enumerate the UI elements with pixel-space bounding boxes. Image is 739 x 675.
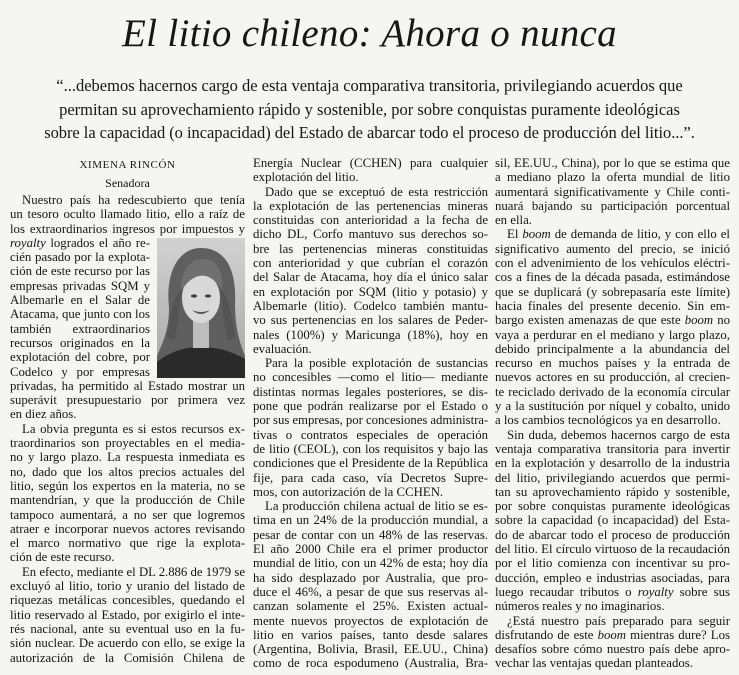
text-line: Nuestro país ha redescubierto que tenía [22,193,245,207]
column-2 [253,155,488,671]
paragraph [495,156,730,227]
text-line [495,313,730,327]
text-line: cos a fines de la década pasada, estimándose [495,270,730,285]
text-line: atraer e incorporar nuevos actores revisando [10,521,245,536]
text-line: mente nuevos proyectos de explotación de [253,613,488,628]
text-line: en la explotación y desarrollo de la industria [495,456,730,471]
paragraph [253,156,488,185]
text-line: desafíos sobre cómo nuestro país debe apro- [495,642,730,657]
text-line: en diez años. [10,407,77,422]
text-line: del litio. El círculo virtuoso de la recaudación [495,542,730,557]
text-line: a mediano plazo la oferta mundial de litio [495,170,730,185]
text-line: por sobre conquistas puramente ideológicas [495,499,730,514]
text-line: tan su aprovechamiento rápido y sostenible, [495,484,730,499]
text-line: recursos originados en la [10,335,150,350]
text-segment: luego recaudar tributos o [495,584,638,599]
text-line: El año 2000 Chile era el primer productor [253,542,488,557]
text-line: ción de este recurso por las [10,264,150,279]
text-line: ¿Está nuestro país preparado para seguir [507,613,730,628]
author-name: XIMENA RINCÓN [79,159,176,171]
text-line: por sus empresas, por concesiones administra- [253,413,489,428]
text-segment: sobre sus [673,584,730,599]
author-role: Senadora [105,176,150,190]
text-segment: no [713,313,730,328]
text-line: duce el 46%, a pesar de que sus reservas al- [253,584,488,599]
text-line: evaluación. [253,341,312,356]
text-line: vo sus pertenencias en los salares de Peder- [253,313,488,328]
text-line: en ella. [495,213,532,228]
text-line: traordinarios son proyectables en el media- [10,436,245,451]
paragraph [495,428,730,614]
paragraph [253,185,488,357]
text-line: distintas normas legales posteriores, se dis- [253,384,488,399]
text-line: superávit presupuestario por primera vez [10,393,245,408]
text-line: privadas, ha permitido al Estado mostrar un [10,378,245,393]
paragraph [495,614,730,671]
text-line: sil, EE.UU., China), por lo que se estima que [495,156,730,170]
author-photo [157,238,245,378]
paragraph [495,227,730,427]
text-line: significativo aumento del precio, se inició [495,241,730,256]
text-line: litio, según los expertos en la materia, no se [10,478,245,493]
text-line: por el litio comienza con incentivar su pro- [495,556,730,571]
text-line: La producción chilena actual de litio se es- [265,499,488,514]
text-line: recurso en muchos países y la entrada de [495,356,730,371]
text-segment: bargo existen amenazas de que este [495,313,685,328]
text-line: como de roca espodumeno (Australia, Bra- [253,656,488,671]
text-line: ventaja comparativa transitoria para invertir [495,441,730,456]
text-segment: logrados el año re- [45,235,150,250]
text-line: mundial de litio, con un 42% de esta; hoy día [253,556,488,571]
text-line: el marco normativo que rige la explota- [10,536,245,551]
text-line: dicho DL, Corfo mantuvo sus derechos so- [253,227,488,242]
text-line: En efecto, mediante el DL 2.886 de 1979 se [22,564,245,579]
text-line: ción de este recurso. [10,550,115,565]
text-line: Atacama, que junto con los [10,307,150,322]
text-segment: de demanda de litio, y con ello el [550,227,730,242]
text-line: no concesibles —como el litio— mediante [253,370,488,385]
italic-term: royalty [637,584,674,599]
column-1 [10,155,245,671]
text-line: excluyó al litio, torio y uranio del listado de [10,579,245,594]
text-line: a los cambios tecnológicos ya en desarrollo. [495,413,721,428]
text-line: mantendrían, y que la producción de Chile [10,493,245,508]
pull-quote-line: sobre la capacidad (o incapacidad) del Estado de abarcar todo el proceso de producción del litio...”. [44,123,695,142]
text-line: tivas o contratos especiales de operación [253,427,488,442]
italic-term: boom [597,627,627,642]
text-line: nuevos actores en su producción, al crecien- [495,370,730,385]
text-segment: El [507,227,523,242]
paragraph [253,356,488,499]
text-line: cién pasado por la explota- [10,250,150,265]
italic-term: boom [684,313,714,328]
text-line: autorización de la Comisión Chilena de [10,650,245,665]
text-line: del Salar de Atacama, hoy día el único salar [253,270,488,285]
text-line: nuará bajando su participación porcentual [495,198,730,213]
text-line: Codelco y por empresas [10,364,150,379]
text-segment: disfrutando de este [495,627,598,642]
text-line: un tesoro oculto llamado litio, ello a raíz de [10,207,245,222]
text-line: vaya a perdurar en el mediano y largo plazo, [495,327,730,342]
text-line: explotación del litio. [253,170,359,185]
text-line: sión nuclear. De acuerdo con ello, se exige la [10,636,245,651]
text-line: del litio, privilegiando acuerdos que permi- [495,470,730,485]
text-line: riquezas metálicas concesibles, quedando el [10,593,245,608]
text-line: Sin duda, debemos hacernos cargo de esta [507,427,730,442]
text-line [495,628,730,642]
pull-quote-line: permitan su aprovechamiento rápido y sostenible, por sobre conquistas puramente ideológicas [59,99,680,119]
paragraph [10,422,245,565]
paragraph [10,565,245,665]
right-eye [205,294,211,297]
text-line: Dado que se exceptuó de esta restricción [265,184,488,199]
text-line: rés nacional, ante su eventual uso en la fu- [10,621,245,636]
text-line: de litio (CEOL), con los requisitos y bajo las [253,441,488,456]
text-line: la explotación de las pertenencias mineras [253,198,488,213]
text-line: explotación del cobre, por [10,350,150,365]
text-line [495,227,730,241]
text-segment: mientras dure? Los [626,627,731,642]
text-line: ducción, empleo e industrias asociadas, para [495,570,730,585]
text-line: mos, con autorización de la CCHEN. [253,484,444,499]
column-2-body [253,156,488,671]
text-line: y a la sustitución por níquel y cobalto, unido [495,399,730,414]
text-line: hacia finales del presente decenio. Sin em- [495,298,730,313]
author-portrait [157,238,245,378]
text-line: Energía Nuclear (CCHEN) para cualquier [253,156,488,170]
article-title: El litio chileno: Ahora o nunca [122,12,617,55]
text-line: do de abarcar todo el proceso de producción [495,527,730,542]
neck [193,320,209,348]
text-line: sobre la capacidad (o incapacidad) del Esta- [495,513,730,528]
text-line: La obvia pregunta es si estos recursos ex- [22,421,245,436]
text-line: que se duplicará (y sobrepasaría este límite) [495,284,730,299]
text-line: ha sido desplazado por Australia, que pro- [253,570,488,585]
text-line: bre las pertenencias mineras constituidas [253,241,488,256]
text-line: canzan solamente el 25%. Existen actual- [253,599,488,614]
text-line: los extraordinarios ingresos por impuestos y [10,221,245,236]
text-line: fije, para cada caso, vía Decretos Supre- [253,470,488,485]
italic-term: boom [522,227,551,242]
text-line: (Argentina, Bolivia, Brasil, EE.UU., China) [253,642,488,657]
text-line: pesar de contar con un 48% de las reservas. [253,527,488,542]
text-line: no, dado que los altos precios actuales del [10,464,245,479]
text-line: no y largo plazo. La respuesta inmediata es [10,450,245,465]
column-3 [495,155,730,671]
text-line: números reales y no imaginarios. [495,599,665,614]
text-line: vechar las ventajas quedan planteados. [495,656,693,671]
text-line: tima en un 24% de la producción mundial, a [253,513,488,528]
text-line: Para la posible explotación de sustancias [265,356,488,371]
text-line: debido principalmente a la abundancia del [495,341,730,356]
text-line [10,236,150,250]
text-line: te reciclado derivado de la economía circular [495,384,730,399]
left-eye [191,294,197,297]
text-line: Albemarle (litio). Codelco también mantu- [253,298,488,313]
text-line: tampoco aumentará, a no ser que logremos [10,507,245,522]
text-line: constituidas con anterioridad a la fecha de [253,213,488,228]
text-line: con el advenimiento de los vehículos eléctri- [495,256,730,271]
text-line: litio reservado al Estado, por exigirlo el inte- [10,607,245,622]
italic-term: royalty [10,235,46,250]
text-line: litio en varios países, tanto desde salares [253,627,488,642]
text-line: en explotación por SQM (litio y potasio) y [253,284,488,299]
text-line: empresas privadas SQM y [10,278,150,293]
paragraph [253,499,488,671]
text-line: nales (100%) y Maricunga (18%), hoy en [253,327,488,342]
text-line: también extraordinarios [10,321,150,336]
text-line: pone que podrán realizarse por el Estado o [253,399,488,414]
text-line: con anterioridad y que cubrían el corazón [253,256,488,271]
text-line [495,585,730,599]
pull-quote [44,74,695,145]
column-3-body [495,156,730,671]
pull-quote-line: “...debemos hacernos cargo de esta ventaja comparativa transitoria, privilegiando acuerdos que [56,76,683,95]
text-line: aumentará significativamente y Chile conti- [495,184,730,199]
text-line: Albemarle en el Salar de [10,293,150,308]
text-line: condiciones que el Presidente de la República [253,456,488,471]
